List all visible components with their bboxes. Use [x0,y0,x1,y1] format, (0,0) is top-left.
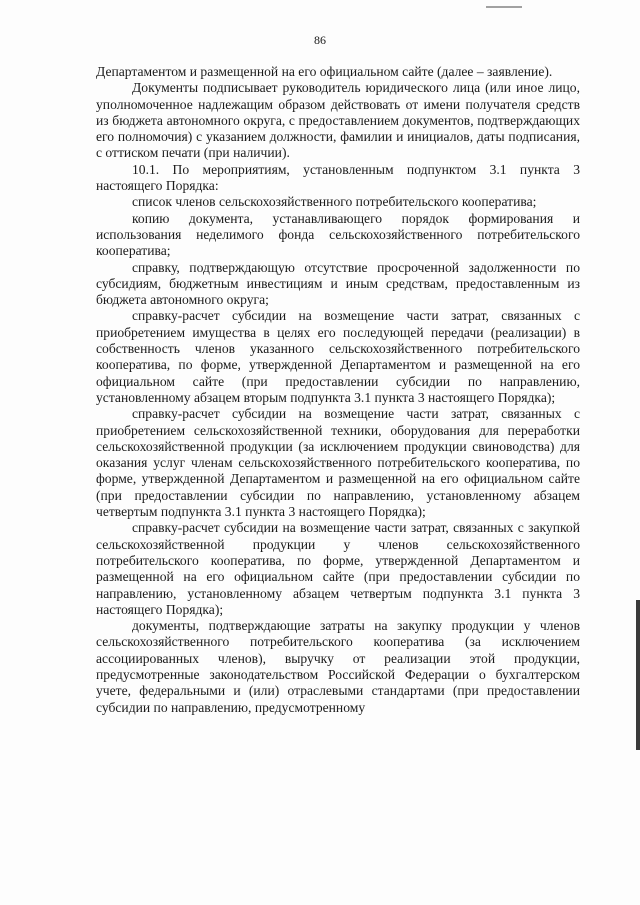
scan-corner-mark [486,0,522,8]
scan-edge-shadow [636,600,640,750]
paragraph: документы, подтверждающие затраты на закупку продукции у членов сельскохозяйственного потребительского кооператива (за исключением ассоциированных членов), выручку от реализации этой продукции, предусмотренные законодательством Российской Федерации о бухгалтерском учете, федеральными и (или) отраслевыми стандартами (при предоставлении субсидии по направлению, предусмотренному [96,618,580,715]
paragraph: справку-расчет субсидии на возмещение части затрат, связанных с приобретением сельскохозяйственной техники, оборудования для переработки сельскохозяйственной продукции (за исключением продукции свиноводства) для оказания услуг членам сельскохозяйственного потребительского кооператива, по форме, утвержденной Департаментом и размещенной на его официальном сайте (при предоставлении субсидии по направлению, установленному абзацем четвертым подпункта 3.1 пункта 3 настоящего Порядка); [96,406,580,520]
paragraph: список членов сельскохозяйственного потребительского кооператива; [132,194,537,210]
paragraph: справку, подтверждающую отсутствие просроченной задолженности по субсидиям, бюджетным инвестициям и иным средствам, предоставленным из бюджета автономного округа; [96,259,580,308]
paragraph: Департаментом и размещенной на его официальном сайте (далее – заявление). [96,64,553,79]
paragraph: справку-расчет субсидии на возмещение части затрат, связанных с приобретением имущества в целях его последующей передачи (реализации) в собственность членов указанного сельскохозяйственного потребительского кооператива, по форме, утвержденной Департаментом и размещенной на его официальном сайте (при предоставлении субсидии по направлению, установленному абзацем вторым подпункта 3.1 пункта 3 настоящего Порядка); [96,308,580,405]
document-body [96,64,580,716]
paragraph: копию документа, устанавливающего порядок формирования и использования неделимого фонда сельскохозяйственного потребительского кооператива; [96,210,580,259]
paragraph: Документы подписывает руководитель юридического лица (или иное лицо, уполномоченное надлежащим образом действовать от имени получателя средств из бюджета автономного округа, с предоставлением документов, подтверждающих его полномочия) с указанием должности, фамилии и инициалов, даты подписания, с оттиском печати (при наличии). [96,80,580,161]
paragraph: 10.1. По мероприятиям, установленным подпунктом 3.1 пункта 3 настоящего Порядка: [96,161,580,194]
page-number: 86 [314,33,326,47]
paragraph: справку-расчет субсидии на возмещение части затрат, связанных с закупкой сельскохозяйственной продукции у членов сельскохозяйственного потребительского кооператива, по форме, утвержденной Департаментом и размещенной на его официальном сайте (при предоставлении субсидии по направлению, установленному абзацем четвертым подпункта 3.1 пункта 3 настоящего Порядка); [96,520,580,617]
